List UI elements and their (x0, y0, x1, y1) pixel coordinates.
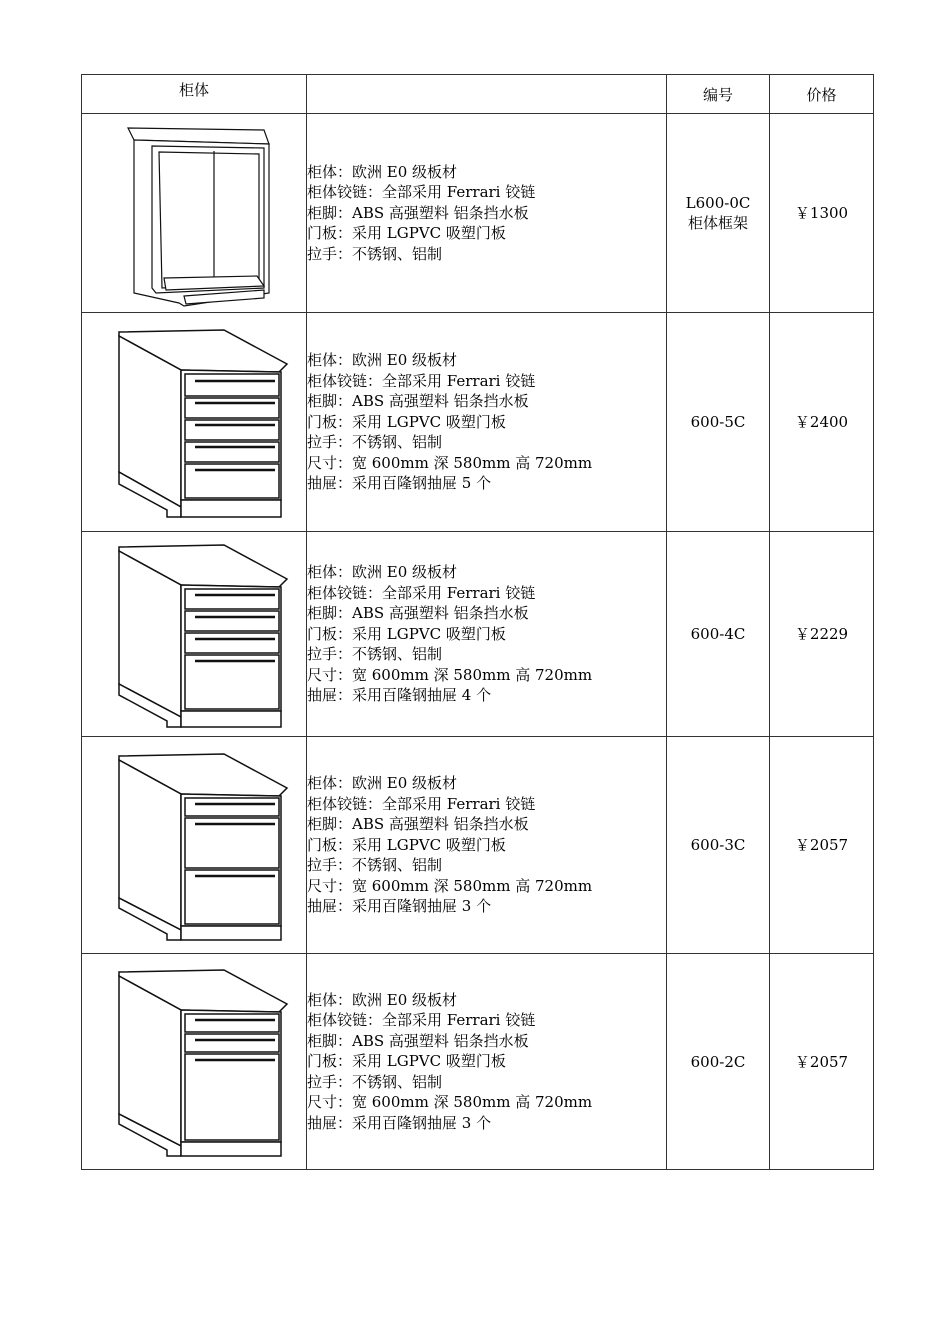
product-image-cell (82, 737, 307, 954)
product-price: ￥2229 (770, 532, 874, 737)
spec-line: 柜体铰链：全部采用 Ferrari 铰链 (307, 1011, 536, 1030)
product-table (81, 74, 874, 1170)
header-cell-image (82, 75, 307, 114)
spec-line: 柜体铰链：全部采用 Ferrari 铰链 (307, 583, 536, 602)
spec-cell (307, 954, 667, 1170)
spec-line: 柜脚：ABS 高强塑料 铝条挡水板 (307, 392, 529, 411)
product-code: 600-4C (690, 625, 746, 643)
product-price: ￥1300 (770, 114, 874, 313)
cabinet-2-drawer-icon (99, 964, 289, 1159)
spec-line: 门板：采用 LGPVC 吸塑门板 (307, 224, 506, 243)
product-code: 600-3C (690, 836, 746, 854)
spec-line: 柜体：欧洲 E0 级板材 (307, 351, 458, 370)
spec-line: 柜体：欧洲 E0 级板材 (307, 990, 458, 1009)
table-row (82, 532, 874, 737)
product-code-cell (667, 737, 770, 954)
product-image-cell (82, 114, 307, 313)
spec-line: 拉手：不锈钢、铝制 (307, 856, 443, 875)
spec-line: 尺寸：宽 600mm 深 580mm 高 720mm (307, 665, 593, 684)
spec-line: 抽屉：采用百隆钢抽屉 3 个 (307, 897, 492, 916)
table-row (82, 737, 874, 954)
product-code: 600-2C (690, 1052, 746, 1071)
product-code-cell (667, 114, 770, 313)
spec-cell (307, 532, 667, 737)
header-image-label: 柜体 (178, 81, 209, 99)
spec-line: 拉手：不锈钢、铝制 (307, 1072, 443, 1091)
spec-line: 柜体：欧洲 E0 级板材 (307, 774, 458, 793)
product-code-cell (667, 313, 770, 532)
spec-line: 门板：采用 LGPVC 吸塑门板 (307, 412, 506, 431)
spec-line: 尺寸：宽 600mm 深 580mm 高 720mm (307, 876, 593, 895)
product-price: ￥2057 (770, 737, 874, 954)
table-header-row (82, 75, 874, 114)
spec-cell (307, 114, 667, 313)
spec-line: 尺寸：宽 600mm 深 580mm 高 720mm (307, 453, 593, 472)
product-code-cell (667, 954, 770, 1170)
spec-line: 抽屉：采用百隆钢抽屉 4 个 (307, 686, 492, 705)
header-cell-desc (307, 75, 667, 114)
spec-line: 拉手：不锈钢、铝制 (307, 645, 443, 664)
product-code: 600-5C (690, 413, 746, 431)
table-row (82, 114, 874, 313)
spec-line: 柜体铰链：全部采用 Ferrari 铰链 (307, 794, 536, 813)
spec-line: 柜脚：ABS 高强塑料 铝条挡水板 (307, 1031, 529, 1050)
header-cell-code: 编号 (667, 75, 770, 114)
product-image-cell (82, 313, 307, 532)
spec-line: 柜脚：ABS 高强塑料 铝条挡水板 (307, 815, 529, 834)
product-image-cell (82, 954, 307, 1170)
cabinet-4-drawer-icon (99, 539, 289, 729)
product-code: L600-0C (685, 194, 751, 212)
product-price: ￥2400 (770, 313, 874, 532)
product-price: ￥2057 (770, 954, 874, 1170)
spec-line: 柜脚：ABS 高强塑料 铝条挡水板 (307, 604, 529, 623)
table-row (82, 954, 874, 1170)
spec-line: 抽屉：采用百隆钢抽屉 3 个 (307, 1113, 492, 1132)
spec-line: 尺寸：宽 600mm 深 580mm 高 720mm (307, 1093, 593, 1112)
spec-cell (307, 737, 667, 954)
cabinet-3-drawer-icon (99, 748, 289, 943)
spec-cell (307, 313, 667, 532)
spec-line: 门板：采用 LGPVC 吸塑门板 (307, 1052, 506, 1071)
spec-line: 柜体：欧洲 E0 级板材 (307, 563, 458, 582)
spec-line: 柜脚：ABS 高强塑料 铝条挡水板 (307, 203, 529, 222)
spec-line: 柜体：欧洲 E0 级板材 (307, 162, 458, 181)
cabinet-frame-icon (104, 118, 284, 308)
cabinet-5-drawer-icon (99, 322, 289, 522)
header-cell-price: 价格 (770, 75, 874, 114)
product-code-cell (667, 532, 770, 737)
spec-line: 门板：采用 LGPVC 吸塑门板 (307, 835, 506, 854)
table-row (82, 313, 874, 532)
spec-line: 拉手：不锈钢、铝制 (307, 244, 443, 263)
spec-line: 柜体铰链：全部采用 Ferrari 铰链 (307, 183, 536, 202)
product-image-cell (82, 532, 307, 737)
spec-line: 柜体铰链：全部采用 Ferrari 铰链 (307, 371, 536, 390)
spec-line: 抽屉：采用百隆钢抽屉 5 个 (307, 474, 492, 493)
spec-line: 门板：采用 LGPVC 吸塑门板 (307, 624, 506, 643)
product-code-note: 柜体框架 (687, 214, 748, 232)
spec-line: 拉手：不锈钢、铝制 (307, 433, 443, 452)
